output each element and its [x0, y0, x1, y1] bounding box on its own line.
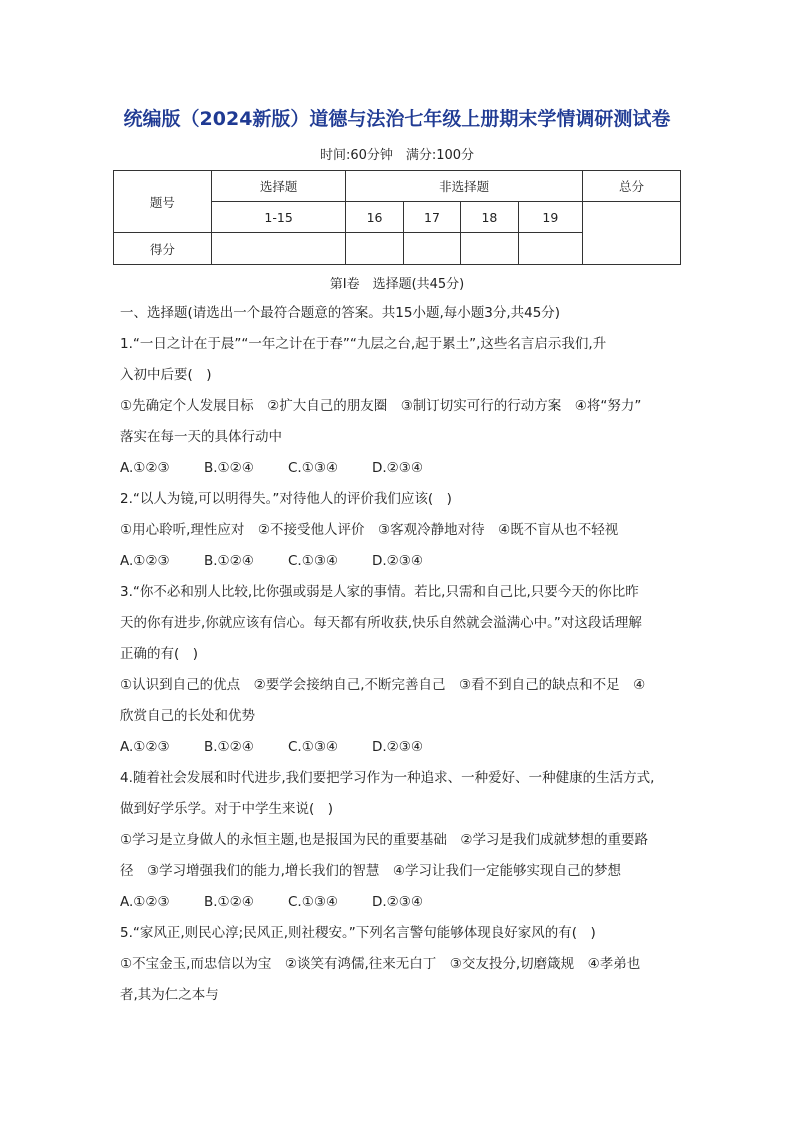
question-3-options: [120, 732, 680, 763]
question-4-choices: 径 ③学习增强我们的能力,增长我们的智慧 ④学习让我们一定能够实现自己的梦想: [120, 863, 621, 879]
question-5-choices: 者,其为仁之本与: [120, 987, 219, 1003]
question-1-choices: ①先确定个人发展目标 ②扩大自己的朋友圈 ③制订切实可行的行动方案 ④将“努力”: [120, 398, 642, 414]
table-cell-score-xuanze[interactable]: [211, 233, 345, 265]
question-1-options: [120, 453, 680, 484]
exam-time-score: 时间:60分钟 满分:100分: [319, 148, 475, 163]
option-b[interactable]: B.①②④: [204, 553, 254, 569]
table-cell-q18: 18: [461, 202, 518, 233]
question-4-stem: 4.随着社会发展和时代进步,我们要把学习作为一种追求、一种爱好、一种健康的生活方式,: [120, 770, 655, 786]
section-title: 第Ⅰ卷 选择题(共45分): [329, 277, 465, 292]
table-cell-q16: 16: [346, 202, 403, 233]
question-3-choices: 欣赏自己的长处和优势: [120, 708, 255, 724]
option-c[interactable]: C.①③④: [288, 739, 339, 755]
option-c[interactable]: C.①③④: [288, 553, 339, 569]
option-d[interactable]: D.②③④: [372, 460, 423, 476]
option-b[interactable]: B.①②④: [204, 894, 254, 910]
question-5-stem: 5.“家风正,则民心淳;民风正,则社稷安。”下列名言警句能够体现良好家风的有( ): [120, 925, 596, 941]
table-cell-score-18[interactable]: [461, 233, 518, 265]
table-cell-score-16[interactable]: [346, 233, 403, 265]
option-b[interactable]: B.①②④: [204, 460, 254, 476]
question-list: [120, 298, 680, 1011]
question-3-stem: 正确的有( ): [120, 646, 199, 662]
option-b[interactable]: B.①②④: [204, 739, 254, 755]
option-a[interactable]: A.①②③: [120, 460, 170, 476]
table-cell-q17: 17: [403, 202, 460, 233]
page-title: 统编版（2024新版）道德与法治七年级上册期末学情调研测试卷: [123, 108, 671, 130]
question-2-options: [120, 546, 680, 577]
option-c[interactable]: C.①③④: [288, 894, 339, 910]
question-1-stem: 1.“一日之计在于晨”“一年之计在于春”“九层之台,起于累土”,这些名言启示我们,升: [120, 336, 607, 352]
table-cell-total-score[interactable]: [583, 202, 681, 265]
question-3-stem: 天的你有进步,你就应该有信心。每天都有所收获,快乐自然就会溢满心中。”对这段话理解: [120, 615, 642, 631]
question-4-choices: ①学习是立身做人的永恒主题,也是报国为民的重要基础 ②学习是我们成就梦想的重要路: [120, 832, 648, 848]
table-cell-q19: 19: [518, 202, 582, 233]
question-1-choices: 落实在每一天的具体行动中: [120, 429, 282, 445]
score-table: [113, 170, 681, 265]
instructions: 一、选择题(请选出一个最符合题意的答案。共15小题,每小题3分,共45分): [120, 305, 561, 321]
table-header-zongfen: 总分: [583, 171, 681, 202]
table-cell-score-17[interactable]: [403, 233, 460, 265]
table-header-tihao: 题号: [114, 171, 212, 233]
option-a[interactable]: A.①②③: [120, 553, 170, 569]
question-1-stem: 入初中后要( ): [120, 367, 212, 383]
question-2-stem: 2.“以人为镜,可以明得失。”对待他人的评价我们应该( ): [120, 491, 452, 507]
option-d[interactable]: D.②③④: [372, 553, 423, 569]
question-5-choices: ①不宝金玉,而忠信以为宝 ②谈笑有鸿儒,往来无白丁 ③交友投分,切磨箴规 ④孝弟也: [120, 956, 641, 972]
table-cell-range: 1-15: [211, 202, 345, 233]
option-c[interactable]: C.①③④: [288, 460, 339, 476]
table-header-feixuanze: 非选择题: [346, 171, 583, 202]
question-4-options: [120, 887, 680, 918]
option-a[interactable]: A.①②③: [120, 894, 170, 910]
table-cell-score-19[interactable]: [518, 233, 582, 265]
question-4-stem: 做到好学乐学。对于中学生来说( ): [120, 801, 334, 817]
option-a[interactable]: A.①②③: [120, 739, 170, 755]
table-row-defen: 得分: [114, 233, 212, 265]
question-2-choices: ①用心聆听,理性应对 ②不接受他人评价 ③客观冷静地对待 ④既不盲从也不轻视: [120, 522, 619, 538]
question-3-choices: ①认识到自己的优点 ②要学会接纳自己,不断完善自己 ③看不到自己的缺点和不足 ④: [120, 677, 646, 693]
option-d[interactable]: D.②③④: [372, 894, 423, 910]
table-header-xuanze: 选择题: [211, 171, 345, 202]
option-d[interactable]: D.②③④: [372, 739, 423, 755]
question-3-stem: 3.“你不必和别人比较,比你强或弱是人家的事情。若比,只需和自己比,只要今天的你比昨: [120, 584, 639, 600]
